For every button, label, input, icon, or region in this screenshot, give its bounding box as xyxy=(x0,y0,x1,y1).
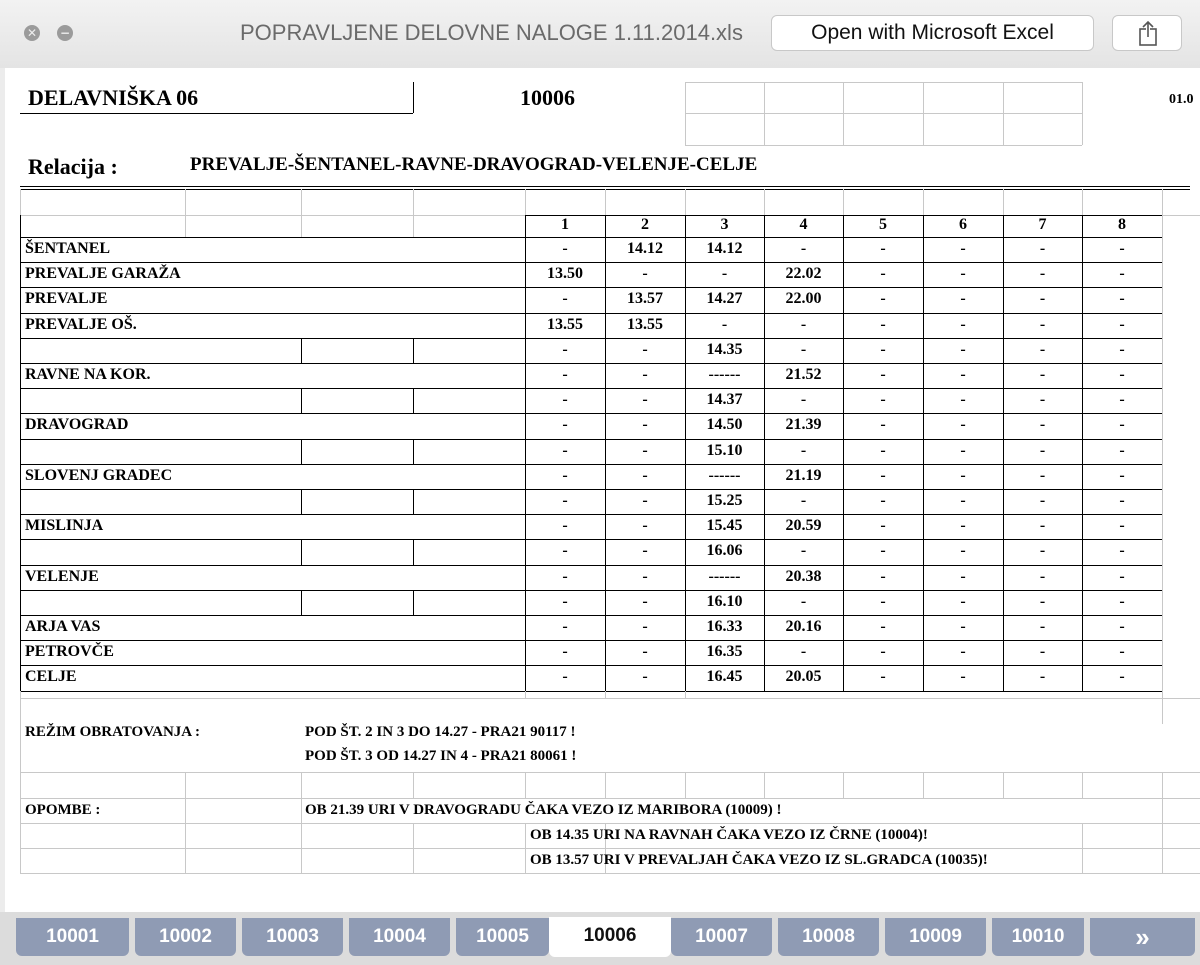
time-cell: - xyxy=(721,316,728,333)
time-cell: - xyxy=(1119,366,1125,383)
grid-line xyxy=(1082,772,1083,798)
grid-line xyxy=(525,772,526,798)
time-cell: - xyxy=(562,391,568,408)
notes-label: OPOMBE : xyxy=(25,802,101,818)
time-cell: - xyxy=(1039,290,1046,307)
spreadsheet-view xyxy=(5,68,1200,912)
grid-line xyxy=(20,262,1162,263)
time-cell: - xyxy=(960,240,966,257)
grid-line xyxy=(20,237,1162,238)
grid-line xyxy=(301,590,302,615)
grid-line xyxy=(20,413,1162,414)
close-icon[interactable]: ✕ xyxy=(24,25,40,41)
time-cell: - xyxy=(1119,593,1125,610)
time-cell: - xyxy=(880,366,886,383)
grid-line xyxy=(20,590,1162,591)
time-cell: - xyxy=(800,492,807,509)
station-name: PETROVČE xyxy=(25,643,114,660)
time-cell: - xyxy=(562,492,568,509)
time-cell: - xyxy=(562,416,568,433)
grid-line xyxy=(413,489,414,514)
time-cell: - xyxy=(1039,492,1046,509)
time-cell: - xyxy=(562,517,568,534)
time-cell: - xyxy=(800,593,807,610)
time-cell: - xyxy=(800,542,807,559)
time-cell: - xyxy=(562,290,568,307)
title-bar xyxy=(0,0,1200,68)
grid-line xyxy=(1082,823,1083,873)
station-name: CELJE xyxy=(25,668,77,685)
time-cell: 14.50 xyxy=(706,416,743,433)
time-cell: - xyxy=(800,442,807,459)
time-cell: ------ xyxy=(708,568,741,585)
time-cell: 16.35 xyxy=(706,643,743,660)
grid-line xyxy=(20,363,1162,364)
workshop-title: DELAVNIŠKA 06 xyxy=(28,85,199,110)
grid-line xyxy=(525,691,526,698)
time-cell: - xyxy=(960,542,966,559)
regime-label: REŽIM OBRATOVANJA : xyxy=(25,724,201,740)
time-cell: 14.12 xyxy=(706,240,743,257)
time-cell: - xyxy=(880,467,886,484)
time-cell: 14.12 xyxy=(627,240,663,257)
grid-line xyxy=(301,189,302,237)
grid-line xyxy=(20,388,1162,389)
time-cell: - xyxy=(960,668,966,685)
time-cell: - xyxy=(642,618,648,635)
grid-line xyxy=(843,82,844,145)
time-cell: - xyxy=(800,341,807,358)
time-cell: - xyxy=(880,593,886,610)
time-cell: 13.55 xyxy=(627,316,663,333)
regime-line-1: POD ŠT. 2 IN 3 DO 14.27 - PRA21 90117 ! xyxy=(305,724,576,740)
time-cell: - xyxy=(800,391,807,408)
grid-line xyxy=(20,798,1200,799)
relation-label: Relacija : xyxy=(28,154,118,179)
grid-line xyxy=(20,615,1162,616)
time-cell: - xyxy=(880,542,886,559)
station-name: DRAVOGRAD xyxy=(25,416,129,433)
grid-line xyxy=(20,215,21,691)
time-cell: - xyxy=(642,467,648,484)
time-cell: - xyxy=(960,618,966,635)
time-cell: - xyxy=(562,618,568,635)
grid-line xyxy=(413,772,414,798)
tab-10001[interactable]: 10001 xyxy=(16,918,129,956)
grid-line xyxy=(413,189,414,237)
grid-line xyxy=(20,565,1162,566)
time-cell: 15.10 xyxy=(706,442,743,459)
grid-line xyxy=(20,873,1200,874)
time-cell: - xyxy=(562,568,568,585)
grid-line xyxy=(413,388,414,413)
station-name: PREVALJE xyxy=(25,290,108,307)
grid-line xyxy=(301,338,302,363)
column-header: 6 xyxy=(959,216,967,233)
time-cell: - xyxy=(880,290,886,307)
time-cell: ------ xyxy=(708,467,741,484)
time-cell: - xyxy=(1039,316,1046,333)
grid-line xyxy=(923,772,924,798)
note-2: OB 14.35 URI NA RAVNAH ČAKA VEZO IZ ČRNE (10004)! xyxy=(530,827,928,843)
grid-line xyxy=(685,113,1082,114)
grid-line xyxy=(20,287,1162,288)
grid-line xyxy=(1162,798,1163,873)
column-header: 5 xyxy=(879,216,887,233)
time-cell: - xyxy=(960,265,966,282)
time-cell: - xyxy=(1039,467,1046,484)
time-cell: - xyxy=(960,316,966,333)
grid-line xyxy=(301,439,302,464)
time-cell: - xyxy=(880,643,886,660)
sheet-tab-bar xyxy=(0,912,1200,965)
time-cell: - xyxy=(960,568,966,585)
time-cell: - xyxy=(880,442,886,459)
time-cell: 16.33 xyxy=(706,618,743,635)
time-cell: 20.16 xyxy=(785,618,822,635)
time-cell: 14.35 xyxy=(706,341,743,358)
grid-line xyxy=(20,848,1200,849)
time-cell: - xyxy=(1039,542,1046,559)
share-button[interactable] xyxy=(1112,15,1182,51)
time-cell: - xyxy=(562,467,568,484)
grid-line xyxy=(20,113,413,114)
relation-route: PREVALJE-ŠENTANEL-RAVNE-DRAVOGRAD-VELENJE-CELJE xyxy=(190,154,758,175)
time-cell: - xyxy=(1039,442,1046,459)
more-tabs-button[interactable]: » xyxy=(1090,918,1195,956)
tab-10007[interactable]: 10007 xyxy=(671,918,772,956)
time-cell: - xyxy=(880,316,886,333)
column-header: 7 xyxy=(1038,216,1047,233)
time-cell: - xyxy=(721,265,728,282)
time-cell: - xyxy=(562,442,568,459)
time-cell: - xyxy=(1119,467,1125,484)
time-cell: - xyxy=(1039,643,1046,660)
window-title: POPRAVLJENE DELOVNE NALOGE 1.11.2014.xls xyxy=(240,20,743,45)
grid-line xyxy=(20,772,1200,773)
time-cell: - xyxy=(960,517,966,534)
time-cell: - xyxy=(880,240,886,257)
minimize-icon[interactable]: − xyxy=(57,25,73,41)
time-cell: - xyxy=(960,492,966,509)
tab-10002[interactable]: 10002 xyxy=(135,918,236,956)
note-3: OB 13.57 URI V PREVALJAH ČAKA VEZO IZ SL.GRADCA (10035)! xyxy=(530,852,988,868)
time-cell: - xyxy=(1039,517,1046,534)
time-cell: - xyxy=(1039,618,1046,635)
time-cell: - xyxy=(1039,593,1046,610)
time-cell: 16.06 xyxy=(706,542,743,559)
grid-line xyxy=(1162,691,1163,724)
time-cell: 20.59 xyxy=(785,517,822,534)
grid-line xyxy=(843,772,844,798)
grid-line xyxy=(301,798,302,873)
time-cell: - xyxy=(642,341,648,358)
grid-line xyxy=(20,691,1162,692)
time-cell: - xyxy=(880,416,886,433)
grid-line xyxy=(413,439,414,464)
time-cell: 13.50 xyxy=(547,265,583,282)
grid-line xyxy=(525,823,526,873)
time-cell: - xyxy=(880,618,886,635)
open-with-excel-button[interactable]: Open with Microsoft Excel xyxy=(771,15,1094,51)
grid-line xyxy=(20,640,1162,641)
grid-line xyxy=(185,772,186,798)
share-icon xyxy=(1113,16,1183,52)
grid-line xyxy=(185,798,186,873)
time-cell: - xyxy=(1039,341,1046,358)
tab-10009[interactable]: 10009 xyxy=(885,918,986,956)
grid-line xyxy=(20,665,1162,666)
grid-line xyxy=(185,189,186,237)
time-cell: - xyxy=(562,593,568,610)
grid-line xyxy=(20,691,21,873)
time-cell: 21.19 xyxy=(785,467,822,484)
time-cell: - xyxy=(642,416,648,433)
time-cell: - xyxy=(1039,568,1046,585)
time-cell: 20.38 xyxy=(785,568,822,585)
time-cell: - xyxy=(880,568,886,585)
time-cell: - xyxy=(880,492,886,509)
grid-line xyxy=(1162,772,1163,798)
grid-line xyxy=(20,439,1162,440)
grid-line xyxy=(685,772,686,798)
order-number: 10006 xyxy=(520,85,575,110)
time-cell: - xyxy=(562,643,568,660)
time-cell: - xyxy=(960,643,966,660)
time-cell: - xyxy=(562,341,568,358)
grid-line xyxy=(605,772,606,798)
time-cell: - xyxy=(960,341,966,358)
time-cell: - xyxy=(562,240,568,257)
grid-line xyxy=(20,489,1162,490)
station-name: MISLINJA xyxy=(25,517,104,534)
tab-10005[interactable]: 10005 xyxy=(456,918,549,956)
grid-line xyxy=(1082,82,1083,145)
time-cell: - xyxy=(642,568,648,585)
time-cell: 22.02 xyxy=(785,265,822,282)
time-cell: 14.37 xyxy=(706,391,743,408)
time-cell: - xyxy=(642,442,648,459)
grid-line xyxy=(413,82,414,113)
time-cell: - xyxy=(562,366,568,383)
station-name: SLOVENJ GRADEC xyxy=(25,467,173,484)
time-cell: - xyxy=(562,542,568,559)
time-cell: - xyxy=(960,593,966,610)
grid-line xyxy=(301,772,302,798)
time-cell: 13.55 xyxy=(547,316,583,333)
time-cell: - xyxy=(960,442,966,459)
time-cell: - xyxy=(642,492,648,509)
time-cell: 16.45 xyxy=(706,668,743,685)
time-cell: - xyxy=(642,668,648,685)
tab-10004[interactable]: 10004 xyxy=(349,918,450,956)
grid-line xyxy=(685,145,1082,146)
time-cell: - xyxy=(1119,618,1125,635)
grid-line xyxy=(301,489,302,514)
tab-10008[interactable]: 10008 xyxy=(778,918,879,956)
time-cell: - xyxy=(1039,391,1046,408)
time-cell: 22.00 xyxy=(785,290,822,307)
station-name: ARJA VAS xyxy=(25,618,101,635)
time-cell: - xyxy=(960,366,966,383)
time-cell: - xyxy=(960,467,966,484)
time-cell: - xyxy=(1039,366,1046,383)
column-header: 4 xyxy=(799,216,808,233)
grid-line xyxy=(20,539,1162,540)
grid-line xyxy=(685,691,686,698)
time-cell: - xyxy=(1119,568,1125,585)
grid-line xyxy=(20,698,1200,699)
grid-line xyxy=(20,464,1162,465)
time-cell: - xyxy=(1039,416,1046,433)
time-cell: - xyxy=(642,517,648,534)
time-cell: 21.39 xyxy=(785,416,822,433)
time-cell: - xyxy=(642,593,648,610)
time-cell: - xyxy=(960,391,966,408)
time-cell: - xyxy=(800,643,807,660)
time-cell: - xyxy=(1119,668,1125,685)
time-cell: - xyxy=(880,668,886,685)
station-name: PREVALJE OŠ. xyxy=(25,316,137,333)
time-cell: - xyxy=(1119,492,1125,509)
time-cell: - xyxy=(1119,643,1125,660)
grid-line xyxy=(413,338,414,363)
station-name: VELENJE xyxy=(25,568,99,585)
grid-line xyxy=(413,823,414,873)
time-cell: 14.27 xyxy=(706,290,743,307)
grid-line xyxy=(1003,772,1004,798)
time-cell: - xyxy=(1119,240,1125,257)
time-cell: - xyxy=(880,517,886,534)
time-cell: - xyxy=(800,240,807,257)
time-cell: - xyxy=(960,416,966,433)
time-cell: - xyxy=(1119,341,1125,358)
station-name: ŠENTANEL xyxy=(25,240,111,257)
time-cell: - xyxy=(1119,416,1125,433)
grid-line xyxy=(1162,215,1163,691)
column-header: 1 xyxy=(561,216,569,233)
time-cell: - xyxy=(960,290,966,307)
tab-10010[interactable]: 10010 xyxy=(992,918,1084,956)
time-cell: 13.57 xyxy=(627,290,663,307)
grid-line xyxy=(20,186,1190,187)
time-cell: - xyxy=(1119,517,1125,534)
time-cell: 15.25 xyxy=(706,492,743,509)
time-cell: - xyxy=(642,643,648,660)
tab-10003[interactable]: 10003 xyxy=(242,918,343,956)
note-1: OB 21.39 URI V DRAVOGRADU ČAKA VEZO IZ MARIBORA (10009) ! xyxy=(305,802,782,818)
time-cell: - xyxy=(562,668,568,685)
time-cell: - xyxy=(1119,542,1125,559)
time-cell: - xyxy=(642,366,648,383)
time-cell: - xyxy=(1119,290,1125,307)
grid-line xyxy=(1003,82,1004,145)
grid-line xyxy=(605,691,606,698)
grid-line xyxy=(685,82,686,145)
grid-line xyxy=(20,313,1162,314)
time-cell: - xyxy=(880,341,886,358)
tab-10006[interactable]: 10006 xyxy=(549,917,671,957)
grid-line xyxy=(764,772,765,798)
time-cell: 16.10 xyxy=(706,593,743,610)
regime-line-2: POD ŠT. 3 OD 14.27 IN 4 - PRA21 80061 ! xyxy=(305,748,577,764)
time-cell: - xyxy=(1039,240,1046,257)
date-cell: 01.0 xyxy=(1169,92,1194,107)
time-cell: - xyxy=(1039,668,1046,685)
time-cell: - xyxy=(1119,391,1125,408)
time-cell: ------ xyxy=(708,366,741,383)
station-name: PREVALJE GARAŽA xyxy=(25,265,181,282)
grid-line xyxy=(301,388,302,413)
time-cell: 20.05 xyxy=(785,668,822,685)
time-cell: - xyxy=(1119,316,1125,333)
time-cell: 21.52 xyxy=(785,366,822,383)
grid-line xyxy=(413,590,414,615)
time-cell: - xyxy=(642,542,648,559)
time-cell: - xyxy=(880,391,886,408)
grid-line xyxy=(20,823,1200,824)
grid-line xyxy=(685,82,1082,83)
time-cell: - xyxy=(642,265,648,282)
grid-line xyxy=(20,514,1162,515)
grid-line xyxy=(764,82,765,145)
time-cell: - xyxy=(800,316,807,333)
grid-line xyxy=(20,338,1162,339)
time-cell: - xyxy=(642,391,648,408)
time-cell: 15.45 xyxy=(706,517,743,534)
time-cell: - xyxy=(880,265,886,282)
column-header: 2 xyxy=(641,216,649,233)
grid-line xyxy=(413,539,414,565)
time-cell: - xyxy=(1119,442,1125,459)
column-header: 3 xyxy=(720,216,729,233)
time-cell: - xyxy=(1039,265,1046,282)
station-name: RAVNE NA KOR. xyxy=(25,366,151,383)
grid-line xyxy=(301,539,302,565)
time-cell: - xyxy=(1119,265,1125,282)
grid-line xyxy=(923,82,924,145)
column-header: 8 xyxy=(1118,216,1126,233)
